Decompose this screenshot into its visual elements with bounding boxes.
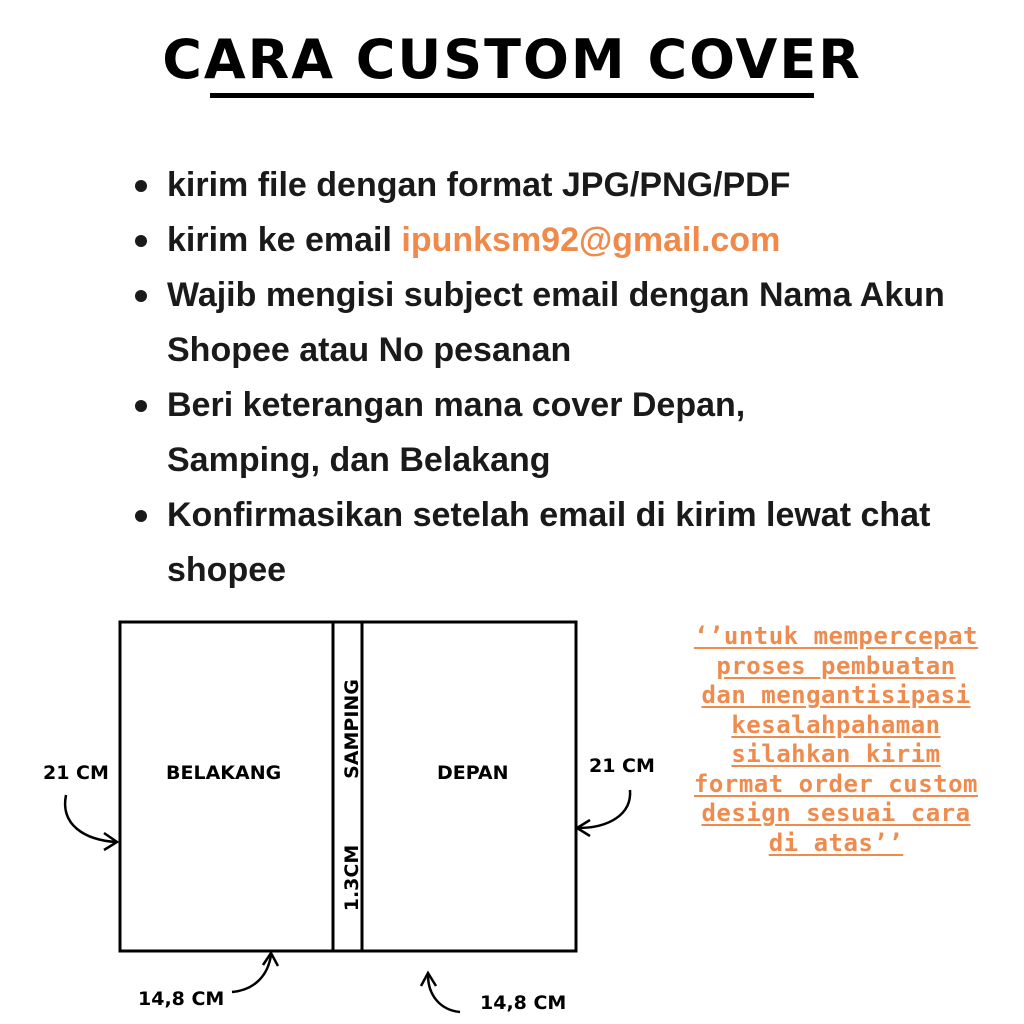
spine-width-label: 1.3CM bbox=[341, 844, 363, 912]
instruction-item bbox=[130, 488, 967, 598]
instruction-text: Konfirmasikan setelah email di kirim lewat chat shopee bbox=[167, 496, 931, 589]
instruction-item bbox=[130, 213, 990, 268]
bullet-icon bbox=[135, 290, 147, 302]
instruction-text: Beri keterangan mana cover Depan, Samping, dan Belakang bbox=[167, 386, 746, 479]
instruction-item bbox=[130, 378, 847, 488]
spine-label: SAMPING bbox=[341, 679, 363, 779]
front-cover-label: DEPAN bbox=[437, 762, 509, 784]
width-right-label: 14,8 CM bbox=[480, 992, 567, 1014]
height-right-label: 21 CM bbox=[589, 755, 655, 777]
page-title: CARA CUSTOM COVER bbox=[162, 28, 862, 91]
arrow-left-height-icon bbox=[65, 795, 116, 842]
back-cover-label: BELAKANG bbox=[166, 762, 282, 784]
arrow-right-height-icon bbox=[578, 790, 630, 828]
arrow-bottom-left-width-icon bbox=[232, 955, 271, 992]
instruction-item bbox=[130, 158, 990, 213]
instruction-text: kirim ke email bbox=[167, 221, 402, 259]
bullet-icon bbox=[135, 400, 147, 412]
note-text: ‘’untuk mempercepat proses pembuatan dan mengantisipasi kesalahpahaman silahkan kirim format order custom design sesuai cara di atas’’ bbox=[693, 622, 979, 857]
instruction-text: Wajib mengisi subject email dengan Nama Akun Shopee atau No pesanan bbox=[167, 276, 945, 369]
bullet-icon bbox=[135, 235, 147, 247]
arrow-bottom-right-width-icon bbox=[428, 975, 460, 1012]
instruction-list bbox=[130, 158, 990, 598]
instruction-text: kirim file dengan format JPG/PNG/PDF bbox=[167, 166, 791, 204]
email-address: ipunksm92@gmail.com bbox=[401, 221, 781, 259]
instruction-item bbox=[130, 268, 947, 378]
title-underline bbox=[210, 93, 814, 98]
bullet-icon bbox=[135, 180, 147, 192]
height-left-label: 21 CM bbox=[43, 762, 109, 784]
front-cover-panel bbox=[362, 622, 576, 951]
bullet-icon bbox=[135, 510, 147, 522]
back-cover-panel bbox=[120, 622, 333, 951]
width-left-label: 14,8 CM bbox=[138, 988, 225, 1010]
